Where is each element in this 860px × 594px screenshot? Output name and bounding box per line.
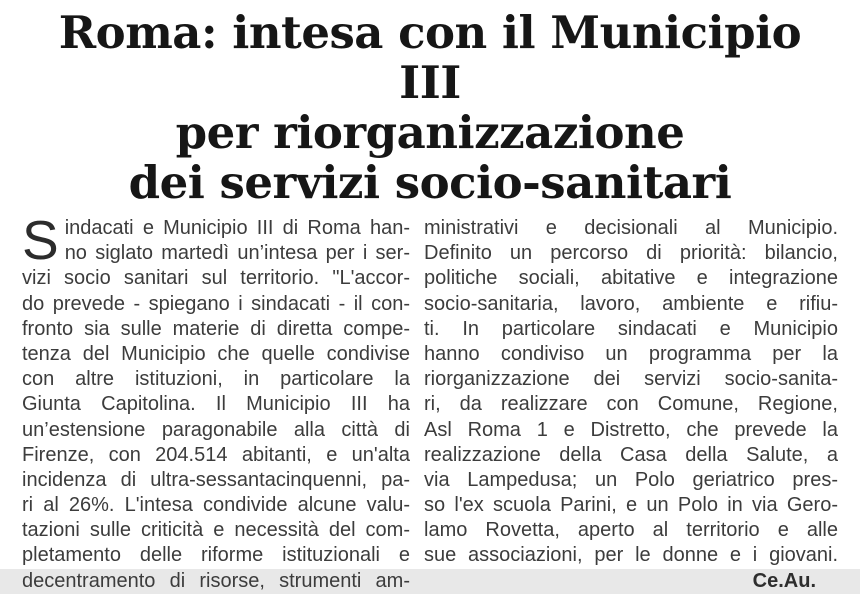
body-line: via Lampedusa; un Polo geriatrico pres- [424,468,838,491]
body-line: ri al 26%. L'intesa condivide alcune valu- [22,494,410,517]
body-line: sue associazioni, per le donne e i giovani. [424,544,838,567]
body-line: Definito un percorso di priorità: bilancio, [424,242,838,265]
body-line: hanno condiviso un programma per la [424,342,838,365]
body-line: ti. In particolare sindacati e Municipio [424,317,838,340]
body-line: tazioni sulle criticità e necessità del com- [22,519,410,542]
body-line: ministrativi e decisionali al Municipio. [424,217,838,239]
body-line: Firenze, con 204.514 abitanti, e un'alta [22,443,410,466]
body-line: so l'ex scuola Parini, e un Polo in via Gero- [424,494,838,517]
body-line: incidenza di ultra-sessantacinquenni, pa- [22,468,410,491]
body-line: tenza del Municipio che quelle condivise [22,342,410,365]
body-line: realizzazione della Casa della Salute, a [424,443,838,466]
article-body [22,209,838,594]
body-line: politiche sociali, abitative e integrazione [424,267,838,290]
column-right [424,216,838,594]
headline-line: per riorganizzazione [175,106,685,159]
headline-line: Roma: intesa con il Municipio III [58,6,802,109]
body-line: Giunta Capitolina. Il Municipio III ha [22,393,410,416]
body-line: vizi socio sanitari sul territorio. "L'accor- [22,267,410,290]
body-line: un’estensione paragonabile alla città di [22,418,410,441]
body-line: ri, da realizzare con Comune, Regione, [424,393,838,416]
body-line: lamo Rovetta, aperto al territorio e alle [424,519,838,542]
body-line: Asl Roma 1 e Distretto, che prevede la [424,418,838,441]
body-line: pletamento delle riforme istituzionali e [22,544,410,567]
body-line: do prevede - spiegano i sindacati - il con- [22,292,410,315]
headline-line: dei servizi socio-sanitari [128,156,732,209]
body-line: socio-sanitaria, lavoro, ambiente e rifiu- [424,292,838,315]
body-line: no siglato martedì un’intesa per i ser- [64,242,410,265]
author-signature: Ce.Au. [752,569,816,592]
body-line: decentramento di risorse, strumenti am- [22,569,410,592]
body-line: riorganizzazione dei servizi socio-sanita- [424,368,838,391]
column-left [22,209,410,594]
article-headline [22,8,838,208]
drop-cap: S [22,209,59,271]
body-line: con altre istituzioni, in particolare la [22,368,410,391]
body-line: indacati e Municipio III di Roma han- [64,217,410,239]
body-line: fronto sia sulle materie di diretta compe- [22,317,410,340]
